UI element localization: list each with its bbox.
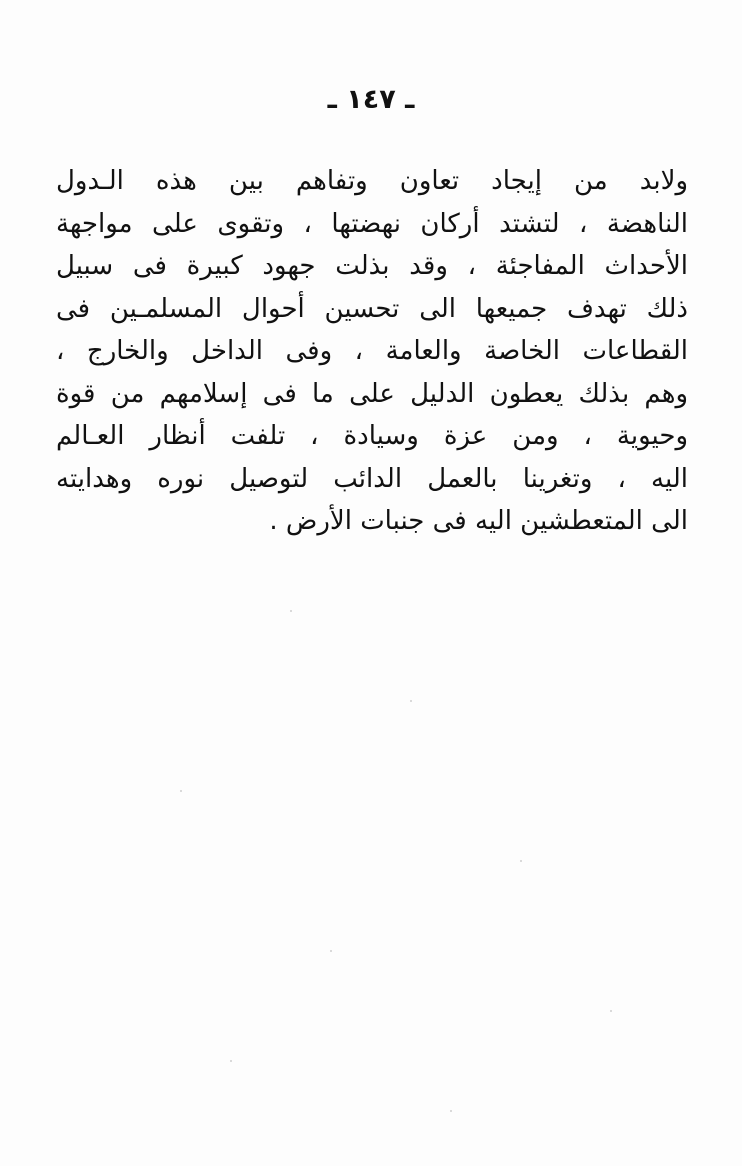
- scan-speck: [290, 610, 292, 612]
- scan-speck: [330, 950, 332, 952]
- scan-speck: [610, 1010, 612, 1012]
- text-line: ذلك تهدف جميعها الى تحسين أحوال المسلمـين فى: [56, 293, 688, 324]
- scan-speck: [180, 790, 182, 792]
- scan-speck: [410, 700, 412, 702]
- scan-speck: [520, 860, 522, 862]
- scan-speck: [450, 1110, 452, 1112]
- body-paragraph: [56, 160, 688, 543]
- text-line: الناهضة ، لتشتد أركان نهضتها ، وتقوى على مواجهة: [56, 208, 688, 239]
- text-line: وهم بذلك يعطون الدليل على ما فى إسلامهم من قوة: [56, 378, 688, 409]
- text-line: الى المتعطشين اليه فى جنبات الأرض .: [269, 506, 688, 536]
- page-number: ـ ١٤٧ ـ: [327, 84, 415, 115]
- text-line: اليه ، وتغرينا بالعمل الدائب لتوصيل نوره وهدايته: [56, 463, 688, 494]
- text-line: ولابد من إيجاد تعاون وتفاهم بين هذه الـدول: [56, 166, 688, 196]
- text-line: الأحداث المفاجئة ، وقد بذلت جهود كبيرة فى سبيل: [56, 251, 688, 281]
- text-line: وحيوية ، ومن عزة وسيادة ، تلفت أنظار العـالم: [56, 421, 688, 451]
- scan-speck: [230, 1060, 232, 1062]
- text-line: القطاعات الخاصة والعامة ، وفى الداخل والخارج ،: [56, 336, 688, 366]
